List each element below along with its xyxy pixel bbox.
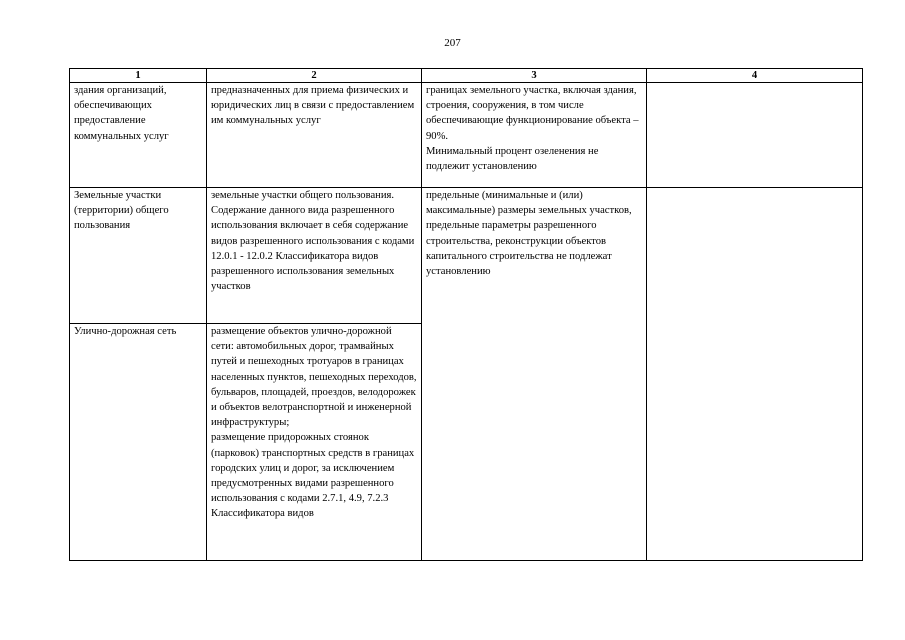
column-header-2: 2 (207, 69, 422, 83)
greening-text: Минимальный процент озеленения не подлежит установлению (426, 145, 599, 173)
cell-use-name: Улично-дорожная сеть (70, 324, 207, 561)
column-header-4: 4 (647, 69, 863, 83)
page-number: 207 (444, 37, 461, 49)
table-header-row (70, 69, 863, 83)
cell-notes (647, 83, 863, 188)
cell-use-description: предназначенных для приема физических и юридических лиц в связи с предоставлением им коммунальных услуг (207, 83, 422, 188)
cell-parameters: предельные (минимальные и (или) максимальные) размеры земельных участков, предельные параметры разрешенного строительства, реконструкции объектов капитального строительства не подлежат установлению (422, 188, 647, 561)
cell-use-name: здания организаций, обеспечивающих предоставление коммунальных услуг (70, 83, 207, 188)
description-wrap (211, 324, 417, 550)
table-row (70, 83, 863, 188)
cell-parameters (422, 83, 647, 188)
zoning-table (69, 68, 863, 561)
cell-notes (647, 188, 863, 561)
parameters-text: границах земельного участка, включая здания, строения, сооружения, в том числе обеспечивающие функционирование объекта – 90%. (426, 85, 639, 142)
column-header-1: 1 (70, 69, 207, 83)
description-part-1: размещение объектов улично-дорожной сети: автомобильных дорог, трамвайных путей и пешеходных тротуаров в границах населенных пунктов, пешеходных переходов, бульваров, площадей, проездов, велодорожек и объектов велотранспортной и инженерной инфраструктуры; (211, 326, 417, 429)
description-part-2: размещение придорожных стоянок (парковок) транспортных средств в границах городских улиц и дорог, за исключением предусмотренных видами разрешенного использования с кодами 2.7.1, 4.9, 7.2.3 Классификатора видов (211, 432, 415, 520)
table-row (70, 188, 863, 324)
cell-use-name: Земельные участки (территории) общего пользования (70, 188, 207, 324)
column-header-3: 3 (422, 69, 647, 83)
cell-use-description (207, 324, 422, 561)
cell-use-description: земельные участки общего пользования. Содержание данного вида разрешенного использования включает в себя содержание видов разрешенного использования с кодами 12.0.1 - 12.0.2 Классификатора видов разрешенного использования земельных участков (207, 188, 422, 324)
